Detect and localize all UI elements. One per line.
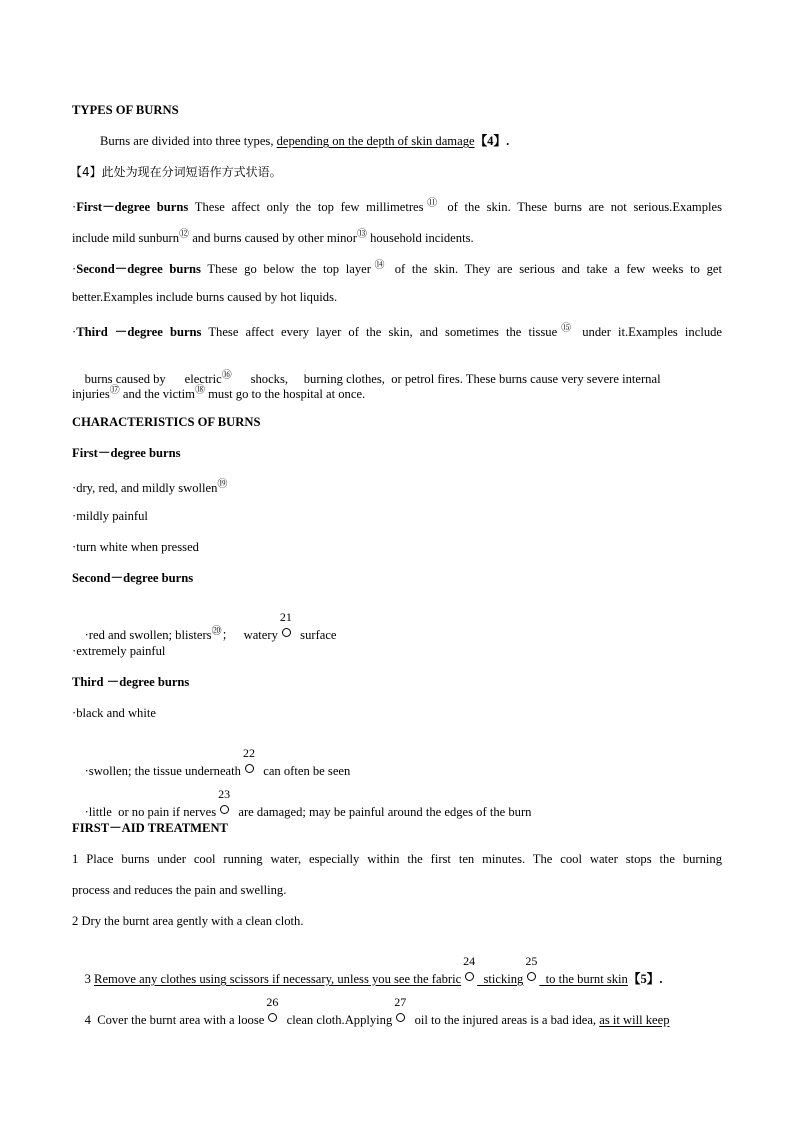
first-degree-line-2 [72, 227, 474, 246]
text: injuries [72, 387, 110, 401]
third-degree-label: Third －degree burns [76, 325, 202, 339]
underlined-text: as it will keep [599, 1013, 670, 1027]
char-second-degree-label: Second－degree burns [72, 571, 194, 585]
underlined-text: sticking [477, 972, 524, 986]
intro-tag: 【4】 [474, 134, 507, 148]
text: shocks, burning clothes, or petrol fires. These burns cause very severe internal [231, 372, 661, 386]
char-third-degree-label: Third －degree burns [72, 675, 190, 689]
char-first-item-2: ·mildly painful [72, 509, 148, 523]
circle-icon [220, 805, 229, 814]
text: and burns caused by other minor [189, 231, 357, 245]
char-third-item-1: ·black and white [72, 706, 156, 720]
text: can often be seen [256, 764, 351, 778]
text: ·red and swollen; blisters [84, 628, 212, 642]
text: surface [293, 628, 337, 642]
marker-number: 26 [266, 995, 279, 1009]
bullet: · [72, 262, 77, 276]
marker: ⑬ [356, 229, 367, 240]
marker-number: 25 [525, 954, 538, 968]
heading-characteristics: CHARACTERISTICS OF BURNS [72, 415, 261, 429]
third-degree-line-3 [72, 383, 365, 402]
footnote-marker-23 [218, 787, 231, 816]
footnote-marker-24 [463, 954, 476, 983]
text: ·swollen; the tissue underneath [84, 764, 241, 778]
second-degree-label: Second－degree burns [76, 262, 201, 276]
circle-icon [396, 1013, 405, 1022]
marker: ⑱ [194, 385, 205, 396]
first-aid-step-4 [72, 992, 670, 1044]
text: of the skin. They are serious and take a few weeks to get [388, 262, 723, 276]
tag: 【5】 [627, 972, 660, 986]
footnote-marker-22 [242, 746, 255, 775]
first-degree-line-1 [72, 196, 722, 215]
footnote-marker-25 [525, 954, 538, 983]
marker-number: 27 [394, 995, 407, 1009]
first-aid-step-1-line-1: 1 Place burns under cool running water, especially within the first ten minutes. The cool water stops the burning [72, 852, 722, 866]
marker: ⑳ [211, 626, 222, 637]
marker-number: 24 [463, 954, 476, 968]
marker-number: 23 [218, 787, 231, 801]
text: are damaged; may be painful around the edges of the burn [232, 805, 532, 819]
heading-first-aid: FIRST－AID TREATMENT [72, 821, 228, 835]
marker: ⑪ [423, 198, 441, 209]
text: clean cloth.Applying [280, 1013, 393, 1027]
intro-underlined-phrase: depending on the depth of skin damage [276, 134, 475, 148]
text: oil to the injured areas is a bad idea, [408, 1013, 600, 1027]
char-first-item-1 [72, 477, 227, 496]
text: These affect every layer of the skin, and sometimes the tissue [201, 325, 558, 339]
second-degree-line-1 [72, 258, 722, 277]
text: ； watery [221, 628, 278, 642]
circle-icon [465, 972, 474, 981]
footnote-marker-26 [266, 995, 279, 1024]
text: include mild sunburn [72, 231, 180, 245]
char-second-item-2: ·extremely painful [72, 644, 166, 658]
first-aid-step-1-line-2: process and reduces the pain and swelling. [72, 883, 287, 897]
first-aid-step-2: 2 Dry the burnt area gently with a clean cloth. [72, 914, 304, 928]
footnote-marker-27 [394, 995, 407, 1024]
text: 4 Cover the burnt area with a loose [84, 1013, 265, 1027]
circle-icon [245, 764, 254, 773]
text: and the victim [119, 387, 195, 401]
text: These go below the top layer [200, 262, 371, 276]
char-first-degree-label: First－degree burns [72, 446, 181, 460]
text: must go to the hospital at once. [204, 387, 366, 401]
text: These affect only the top few millimetres [188, 200, 424, 214]
marker: ⑲ [217, 479, 228, 490]
text: of the skin. These burns are not serious.Examples [440, 200, 722, 214]
circle-icon [527, 972, 536, 981]
bullet: · [72, 200, 77, 214]
text: ·little or no pain if nerves [84, 805, 217, 819]
bullet: · [72, 325, 77, 339]
intro-paragraph [100, 133, 509, 149]
circle-icon [282, 628, 291, 637]
text: 3 [84, 972, 95, 986]
marker: ⑰ [109, 385, 120, 396]
heading-types-of-burns: TYPES OF BURNS [72, 103, 179, 117]
intro-dot: . [506, 134, 510, 148]
marker-number: 22 [242, 746, 255, 760]
marker-number: 21 [279, 610, 292, 624]
third-degree-line-1 [72, 321, 722, 340]
marker: ⑫ [179, 229, 190, 240]
footnote-marker-21 [279, 610, 292, 639]
text: ·dry, red, and mildly swollen [72, 481, 218, 495]
text: burns caused by electric [84, 372, 222, 386]
marker: ⑯ [221, 370, 232, 381]
underlined-text: Remove any clothes using scissors if necessary, unless you see the fabric [94, 972, 462, 986]
char-first-item-3: ·turn white when pressed [72, 540, 199, 554]
intro-text: Burns are divided into three types, [100, 134, 277, 148]
circle-icon [268, 1013, 277, 1022]
note-4: 【4】此处为现在分词短语作方式状语。 [70, 165, 282, 179]
first-degree-label: First－degree burns [76, 200, 189, 214]
text: under it.Examples include [575, 325, 723, 339]
marker: ⑭ [370, 260, 389, 271]
marker: ⑮ [557, 323, 576, 334]
second-degree-line-2: better.Examples include burns caused by hot liquids. [72, 290, 338, 304]
underlined-text: to the burnt skin [539, 972, 628, 986]
text: household incidents. [366, 231, 474, 245]
dot: . [659, 972, 663, 986]
